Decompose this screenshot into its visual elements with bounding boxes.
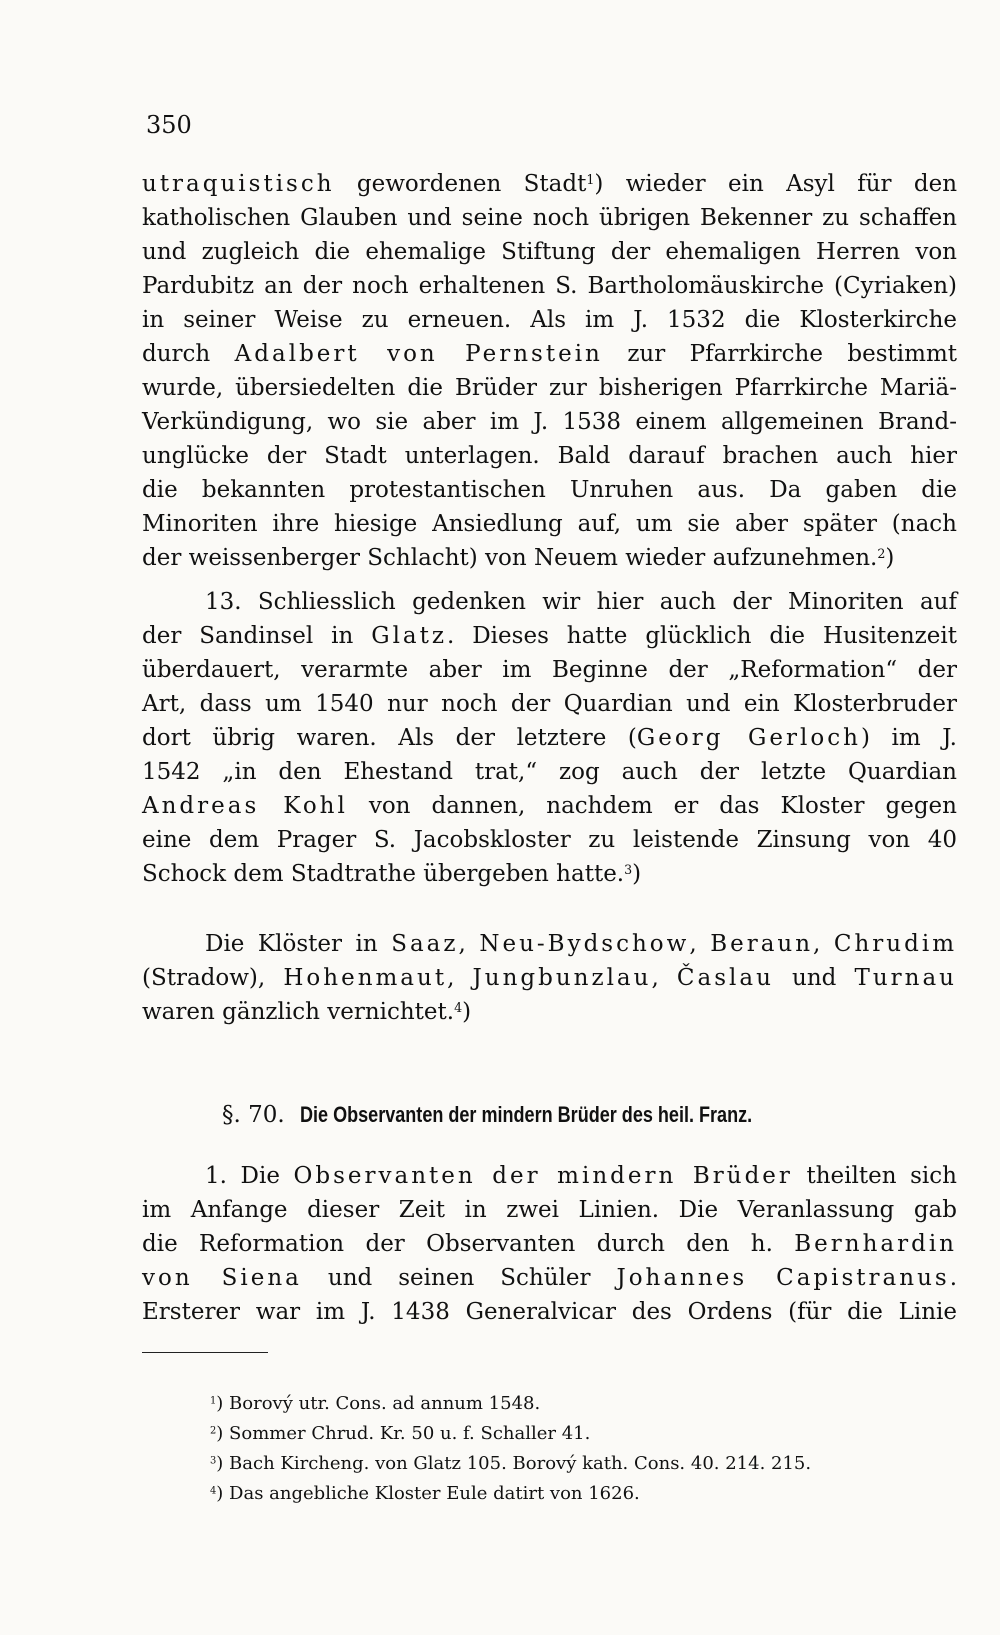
text-line-25 <box>205 1160 957 1193</box>
text-segment: katholischen Glauben und seine noch übrigen Bekenner zu schaffen <box>142 205 957 231</box>
text-segment: , <box>689 931 711 957</box>
spaced-name: Johannes Capistranus <box>616 1265 950 1291</box>
spaced-name: von Siena <box>142 1265 302 1291</box>
spaced-name: Jungbunzlau <box>472 965 652 991</box>
footnote-paren: ) <box>216 1453 230 1474</box>
text-segment: überdauert, verarmte aber im Beginne der „Reformation“ der <box>142 657 957 683</box>
text-line-1 <box>142 168 957 201</box>
text-segment: dort übrig waren. Als der letztere ( <box>142 725 637 751</box>
text-segment: die Reformation der Observanten durch den h. <box>142 1231 795 1257</box>
spaced-name: Bernhardin <box>794 1231 957 1257</box>
text-segment: gewordenen Stadt <box>334 171 587 197</box>
text-line-23 <box>142 962 957 995</box>
footnote-mark-4: 4 <box>210 1485 217 1497</box>
spaced-name: Georg Gerloch <box>636 725 861 751</box>
text-line-15 <box>142 654 957 687</box>
footnote-mark-1: 1 <box>210 1395 217 1407</box>
text-line-8 <box>142 406 957 439</box>
text-line-28 <box>142 1262 957 1295</box>
text-segment: 1. Die <box>205 1163 294 1189</box>
text-segment: . <box>949 1265 957 1291</box>
text-line-19 <box>142 790 957 823</box>
footnote-paren: ) <box>216 1483 230 1504</box>
footnote-3 <box>210 1452 811 1476</box>
text-segment: , <box>458 931 480 957</box>
text-segment: Die Klöster in <box>205 931 392 957</box>
text-segment: und zugleich die ehemalige Stiftung der ehemaligen Herren von <box>142 239 957 265</box>
section-title: Die Observanten der mindern Brüder des heil. Franz. <box>300 1102 753 1127</box>
footnote-text-1: Borový utr. Cons. ad annum 1548. <box>229 1393 541 1414</box>
text-segment: im Anfange dieser Zeit in zwei Linien. Die Veranlassung gab <box>142 1197 957 1223</box>
text-segment: zur Pfarrkirche bestimmt <box>602 341 957 367</box>
text-segment: , <box>447 965 473 991</box>
spaced-name: Chrudim <box>833 931 957 957</box>
text-segment: theilten sich <box>792 1163 957 1189</box>
page-number: 350 <box>146 111 192 139</box>
spaced-name: Neu-Bydschow <box>479 931 690 957</box>
text-segment: der weissenberger Schlacht) von Neuem wieder aufzunehmen. <box>142 545 878 571</box>
footnote-reference: 2 <box>877 546 886 562</box>
text-line-17 <box>142 722 957 755</box>
text-line-22 <box>205 928 957 961</box>
spaced-name: Andreas Kohl <box>142 793 348 819</box>
spaced-name: utraquistisch <box>142 171 335 197</box>
text-line-12 <box>142 542 957 575</box>
text-line-11 <box>142 508 957 541</box>
text-segment: ) <box>632 861 642 887</box>
text-segment: Pardubitz an der noch erhaltenen S. Bartholomäuskirche (Cyriaken) <box>142 273 957 299</box>
footnote-divider <box>142 1352 268 1353</box>
text-segment: Minoriten ihre hiesige Ansiedlung auf, um sie aber später (nach <box>142 511 957 537</box>
text-line-7 <box>142 372 957 405</box>
text-line-26 <box>142 1194 957 1227</box>
text-segment: ) wieder ein Asyl für den <box>594 171 958 197</box>
text-segment: eine dem Prager S. Jacobskloster zu leistende Zinsung von 40 <box>142 827 957 853</box>
footnote-reference: 1 <box>586 172 595 188</box>
text-segment: Ersterer war im J. 1438 Generalvicar des Ordens (für die Linie <box>142 1299 957 1325</box>
text-segment: Schock dem Stadtrathe übergeben hatte. <box>142 861 625 887</box>
text-line-20 <box>142 824 957 857</box>
text-segment: . Dieses hatte glücklich die Husitenzeit <box>447 623 957 649</box>
text-line-29 <box>142 1296 957 1329</box>
spaced-name: Turnau <box>854 965 957 991</box>
spaced-name: Saaz <box>391 931 459 957</box>
section-number: §. 70. <box>222 1102 285 1128</box>
spaced-name: Časlau <box>676 965 774 991</box>
text-segment: und seinen Schüler <box>301 1265 617 1291</box>
spaced-name: Hohenmaut <box>283 965 448 991</box>
footnote-4 <box>210 1482 640 1506</box>
text-segment: (Stradow), <box>142 965 284 991</box>
spaced-name: Adalbert von Pernstein <box>234 341 603 367</box>
footnote-2 <box>210 1422 590 1446</box>
text-line-10 <box>142 474 957 507</box>
text-segment: die bekannten protestantischen Unruhen aus. Da gaben die <box>142 477 957 503</box>
text-line-14 <box>142 620 957 653</box>
text-segment: ) im J. <box>860 725 957 751</box>
spaced-name: Observanten der mindern Brüder <box>293 1163 793 1189</box>
text-line-27 <box>142 1228 957 1261</box>
text-line-18 <box>142 756 957 789</box>
text-line-4 <box>142 270 957 303</box>
section-heading <box>222 1098 851 1132</box>
footnote-1 <box>210 1392 540 1416</box>
text-line-3 <box>142 236 957 269</box>
footnote-paren: ) <box>216 1393 230 1414</box>
text-line-2 <box>142 202 957 235</box>
text-segment: der Sandinsel in <box>142 623 372 649</box>
text-segment: waren gänzlich vernichtet. <box>142 999 455 1025</box>
footnote-text-3: Bach Kircheng. von Glatz 105. Borový kath. Cons. 40. 214. 215. <box>229 1453 812 1474</box>
text-line-5 <box>142 304 957 337</box>
text-segment: Art, dass um 1540 nur noch der Quardian und ein Klosterbruder <box>142 691 957 717</box>
text-line-9 <box>142 440 957 473</box>
footnote-mark-2: 2 <box>210 1425 217 1437</box>
footnote-paren: ) <box>216 1423 230 1444</box>
footnote-reference: 4 <box>454 1000 463 1016</box>
text-segment: , <box>651 965 677 991</box>
text-segment: in seiner Weise zu erneuen. Als im J. 1532 die Klosterkirche <box>142 307 957 333</box>
text-segment: , <box>813 931 834 957</box>
text-segment: wurde, übersiedelten die Brüder zur bisherigen Pfarrkirche Mariä- <box>142 375 957 401</box>
text-line-21 <box>142 858 957 891</box>
footnote-text-4: Das angebliche Kloster Eule datirt von 1626. <box>229 1483 640 1504</box>
text-segment: 13. Schliesslich gedenken wir hier auch der Minoriten auf <box>205 589 957 615</box>
text-line-24 <box>142 996 957 1029</box>
text-segment: und <box>773 965 855 991</box>
text-segment: ) <box>885 545 895 571</box>
text-segment: von dannen, nachdem er das Kloster gegen <box>347 793 957 819</box>
text-segment: durch <box>142 341 235 367</box>
text-segment: 1542 „in den Ehestand trat,“ zog auch der letzte Quardian <box>142 759 957 785</box>
footnote-reference: 3 <box>624 862 633 878</box>
footnote-text-2: Sommer Chrud. Kr. 50 u. f. Schaller 41. <box>229 1423 591 1444</box>
spaced-name: Beraun <box>710 931 814 957</box>
text-line-16 <box>142 688 957 721</box>
spaced-name: Glatz <box>371 623 448 649</box>
text-segment: Verkündigung, wo sie aber im J. 1538 einem allgemeinen Brand- <box>142 409 957 435</box>
text-segment: unglücke der Stadt unterlagen. Bald darauf brachen auch hier <box>142 443 957 469</box>
text-line-6 <box>142 338 957 371</box>
text-segment: ) <box>462 999 472 1025</box>
text-line-13 <box>205 586 957 619</box>
footnote-mark-3: 3 <box>210 1455 217 1467</box>
